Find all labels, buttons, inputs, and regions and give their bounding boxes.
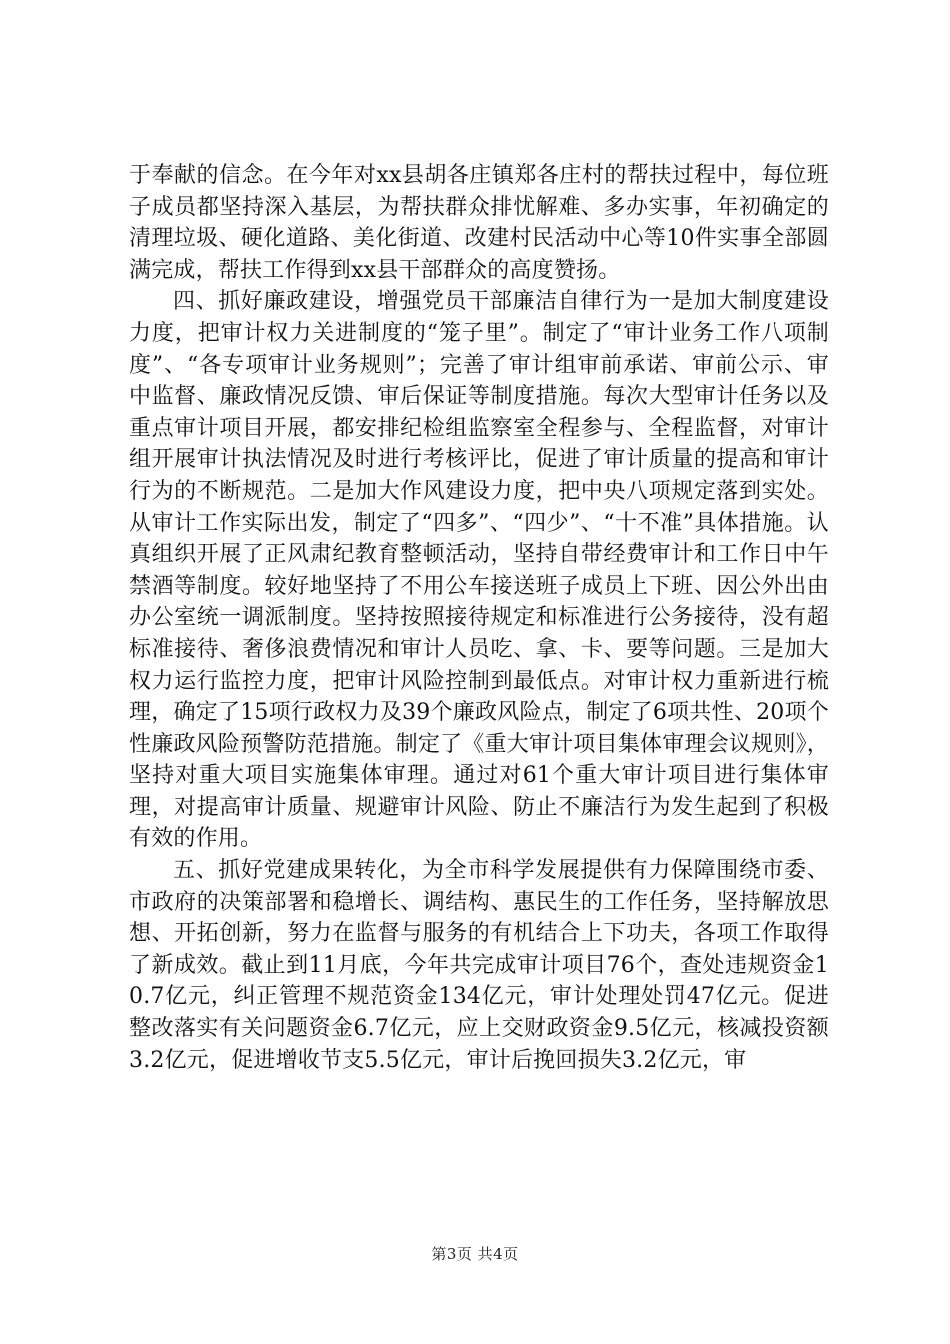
document-body	[129, 160, 829, 1076]
paragraph-continuation: 于奉献的信念。在今年对xx县胡各庄镇郑各庄村的帮扶过程中，每位班子成员都坚持深入基层，为帮扶群众排忧解难、多办实事，年初确定的清理垃圾、硬化道路、美化街道、改建村民活动中心等10件实事全部圆满完成，帮扶工作得到xx县干部群众的高度赞扬。	[129, 163, 829, 283]
paragraph-section-four: 四、抓好廉政建设，增强党员干部廉洁自律行为一是加大制度建设力度，把审计权力关进制度的“笼子里”。制定了“审计业务工作八项制度”、“各专项审计业务规则”；完善了审计组审前承诺、审前公示、审中监督、廉政情况反馈、审后保证等制度措施。每次大型审计任务以及重点审计项目开展，都安排纪检组监察室全程参与、全程监督，对审计组开展审计执法情况及时进行考核评比，促进了审计质量的提高和审计行为的不断规范。二是加大作风建设力度，把中央八项规定落到实处。从审计工作实际出发，制定了“四多”、“四少”、“十不准”具体措施。认真组织开展了正风肃纪教育整顿活动，坚持自带经费审计和工作日中午禁酒等制度。较好地坚持了不用公车接送班子成员上下班、因公外出由办公室统一调派制度。坚持按照接待规定和标准进行公务接待，没有超标准接待、奢侈浪费情况和审计人员吃、拿、卡、要等问题。三是加大权力运行监控力度，把审计风险控制到最低点。对审计权力重新进行梳理，确定了15项行政权力及39个廉政风险点，制定了6项共性、20项个性廉政风险预警防范措施。制定了《重大审计项目集体审理会议规则》，坚持对重大项目实施集体审理。通过对61个重大审计项目进行集体审理，对提高审计质量、规避审计风险、防止不廉洁行为发生起到了积极有效的作用。	[129, 289, 829, 852]
page-footer: 第3页 共4页	[431, 1245, 519, 1263]
paragraph-section-five: 五、抓好党建成果转化，为全市科学发展提供有力保障围绕市委、市政府的决策部署和稳增长、调结构、惠民生的工作任务，坚持解放思想、开拓创新，努力在监督与服务的有机结合上下功夫，各项工作取得了新成效。截止到11月底，今年共完成审计项目76个，查处违规资金10.7亿元，纠正管理不规范资金134亿元，审计处理处罚47亿元。促进整改落实有关问题资金6.7亿元，应上交财政资金9.5亿元，核减投资额3.2亿元，促进增收节支5.5亿元，审计后挽回损失3.2亿元，审	[129, 858, 829, 1073]
